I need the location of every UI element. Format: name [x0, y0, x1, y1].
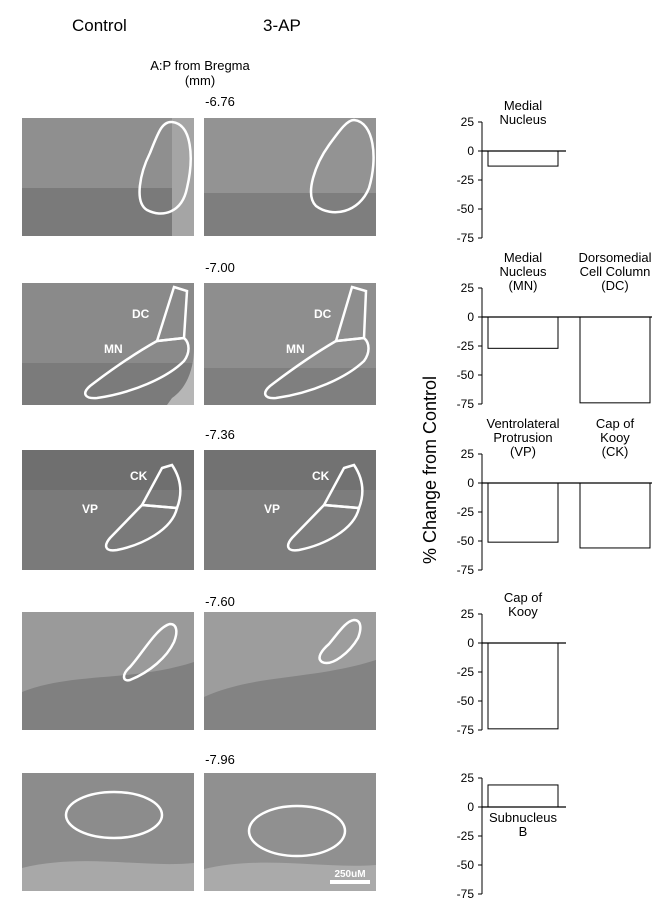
y-tick-label-5-4: -75 [456, 887, 474, 901]
bar-2-1 [488, 317, 558, 348]
column-header-3ap: 3-AP [263, 16, 301, 35]
ap-header-line2: (mm) [184, 73, 216, 88]
bar-label-1-1-line-1: Medial [503, 98, 543, 113]
y-tick-label-2-4: -75 [456, 397, 474, 411]
y-tick-label-2-2: -25 [456, 339, 474, 353]
bar-label-4-1-line-2: Kooy [508, 604, 538, 619]
y-tick-label-3-4: -75 [456, 563, 474, 577]
bar-label-3-1-line-1: Ventrolateral [486, 416, 560, 431]
region-label-control-ck: CK [130, 469, 148, 483]
y-tick-label-4-2: -25 [456, 665, 474, 679]
bar-1-1 [488, 151, 558, 166]
y-tick-label-3-0: 25 [460, 447, 474, 461]
scale-bar-label: 250uM [334, 869, 366, 880]
column-header-control: Control [72, 16, 127, 35]
ap-value-4: -7.60 [205, 594, 235, 609]
bar-label-3-1-line-3: (VP) [510, 444, 536, 459]
bar-5-1 [488, 785, 558, 807]
y-tick-label-2-3: -50 [456, 368, 474, 382]
bar-label-2-1-line-3: (MN) [508, 278, 538, 293]
bar-label-4-1-line-1: Cap of [503, 590, 543, 605]
y-tick-label-4-4: -75 [456, 723, 474, 737]
region-label-3ap-dc: DC [314, 307, 332, 321]
bar-label-5-1-line-2: B [518, 824, 528, 839]
region-label-control-dc: DC [132, 307, 150, 321]
y-tick-label-5-1: 0 [467, 800, 474, 814]
bar-label-3-2-line-2: Kooy [600, 430, 630, 445]
bar-4-1 [488, 643, 558, 729]
ap-header-line1: A:P from Bregma [150, 58, 250, 73]
bar-label-2-1-line-2: Nucleus [499, 264, 547, 279]
y-tick-label-3-3: -50 [456, 534, 474, 548]
bar-label-3-2-line-3: (CK) [601, 444, 629, 459]
y-tick-label-1-4: -75 [456, 231, 474, 245]
y-tick-label-1-0: 25 [460, 115, 474, 129]
bar-2-2 [580, 317, 650, 403]
y-axis-label: % Change from Control [420, 375, 440, 565]
y-tick-label-1-1: 0 [467, 144, 474, 158]
y-tick-label-5-3: -50 [456, 858, 474, 872]
y-tick-label-4-0: 25 [460, 607, 474, 621]
y-tick-label-4-3: -50 [456, 694, 474, 708]
bar-label-5-1-line-1: Subnucleus [489, 810, 557, 825]
ap-value-1: -6.76 [205, 94, 235, 109]
bar-label-2-2-line-3: (DC) [601, 278, 629, 293]
y-tick-label-5-0: 25 [460, 771, 474, 785]
bar-3-1 [488, 483, 558, 542]
region-label-3ap-ck: CK [312, 469, 330, 483]
bar-label-3-1-line-2: Protrusion [493, 430, 553, 445]
region-label-control-mn: MN [104, 342, 123, 356]
bar-label-3-2-line-1: Cap of [595, 416, 635, 431]
ap-value-2: -7.00 [205, 260, 235, 275]
ap-value-5: -7.96 [205, 752, 235, 767]
y-tick-label-3-1: 0 [467, 476, 474, 490]
y-tick-label-2-1: 0 [467, 310, 474, 324]
y-tick-label-2-0: 25 [460, 281, 474, 295]
y-tick-label-5-2: -25 [456, 829, 474, 843]
region-label-control-vp: VP [82, 502, 99, 516]
ap-value-3: -7.36 [205, 427, 235, 442]
y-tick-label-4-1: 0 [467, 636, 474, 650]
bar-label-1-1-line-2: Nucleus [499, 112, 547, 127]
bar-3-2 [580, 483, 650, 548]
y-tick-label-1-3: -50 [456, 202, 474, 216]
region-label-3ap-mn: MN [286, 342, 305, 356]
y-tick-label-1-2: -25 [456, 173, 474, 187]
y-tick-label-3-2: -25 [456, 505, 474, 519]
bar-label-2-1-line-1: Medial [503, 250, 543, 265]
bar-label-2-2-line-2: Cell Column [579, 264, 651, 279]
region-label-3ap-vp: VP [264, 502, 281, 516]
bar-label-2-2-line-1: Dorsomedial [578, 250, 652, 265]
